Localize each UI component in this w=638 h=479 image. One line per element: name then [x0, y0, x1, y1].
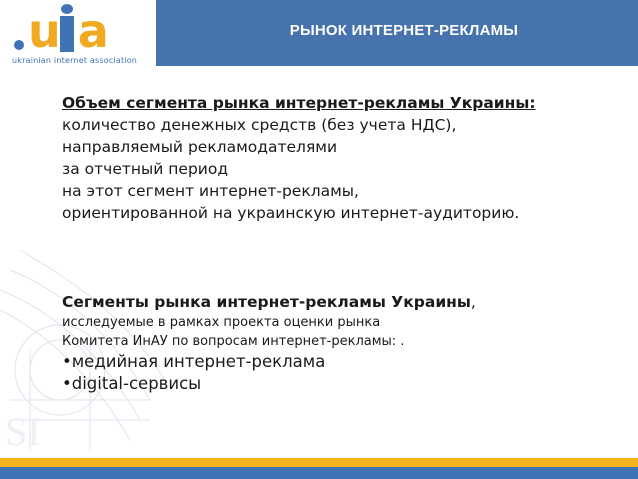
segments-heading: Сегменты рынка интернет-рекламы Украины: [62, 293, 471, 311]
definition-line: количество денежных средств (без учета НДС),: [62, 116, 457, 134]
footer-stripe-blue: [0, 467, 638, 479]
segment-bullet: •digital-сервисы: [62, 374, 202, 393]
definition-line: на этот сегмент интернет-рекламы,: [62, 182, 359, 200]
definition-line: за отчетный период: [62, 160, 229, 178]
definition-block: [62, 92, 622, 224]
logo-letter-a: a: [77, 4, 106, 58]
footer-stripe-yellow: [0, 458, 638, 467]
segments-subline: Комитета ИнАУ по вопросам интернет-рекламы: .: [62, 334, 405, 349]
logo-dot-icon: [14, 40, 24, 50]
page-title: РЫНОК ИНТЕРНЕТ-РЕКЛАМЫ: [289, 22, 519, 39]
logo-tagline: ukrainian internet association: [12, 56, 138, 65]
logo: [4, 2, 156, 70]
segments-subline: исследуемые в рамках проекта оценки рынка: [62, 315, 381, 330]
logo-mark: [14, 4, 106, 58]
definition-line: направляемый рекламодателями: [62, 138, 338, 156]
segments-block: [62, 291, 622, 395]
svg-text:SI: SI: [5, 409, 41, 454]
logo-letter-u: u: [28, 4, 58, 58]
definition-line: ориентированной на украинскую интернет-аудиторию.: [62, 204, 520, 222]
segment-bullet: •медийная интернет-реклама: [62, 352, 326, 371]
title-bar: [156, 0, 638, 66]
definition-heading: Объем сегмента рынка интернет-рекламы Украины:: [62, 94, 536, 112]
footer-stripe: [0, 458, 638, 479]
segments-heading-row: [62, 291, 622, 313]
segments-heading-suffix: ,: [470, 293, 476, 311]
logo-letter-i: [60, 16, 74, 52]
